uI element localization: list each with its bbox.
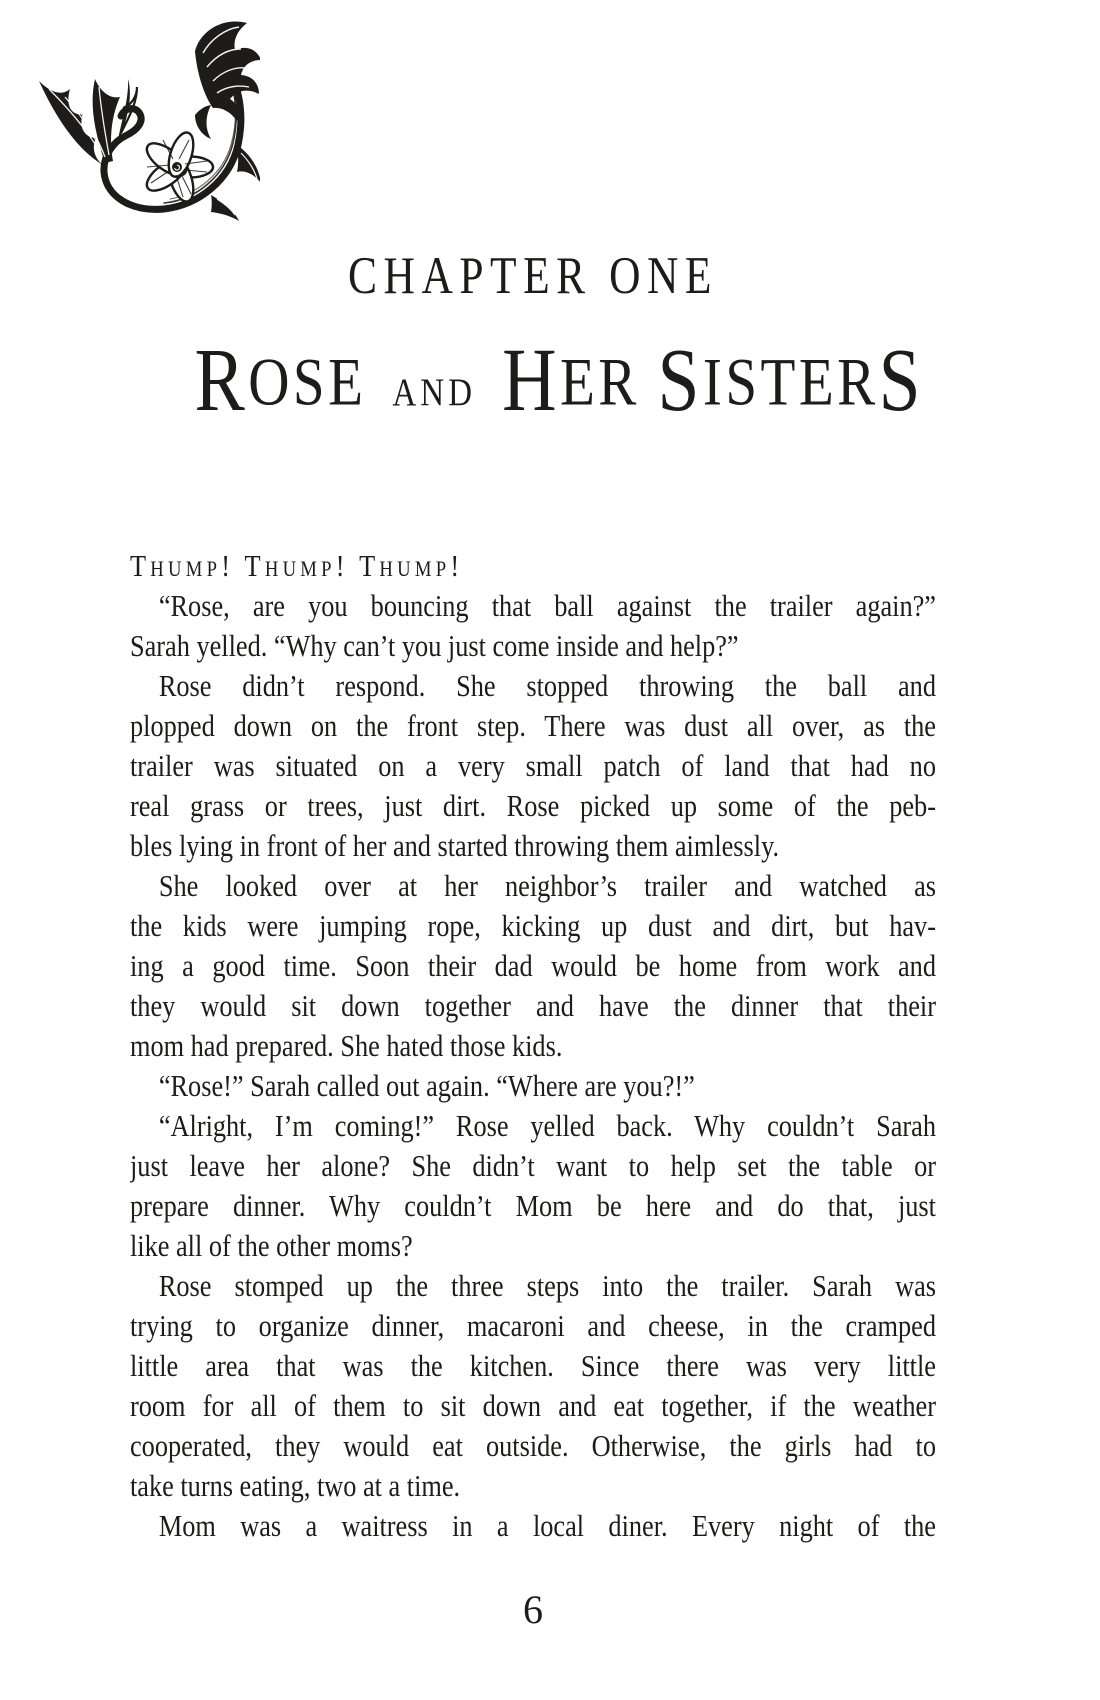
body-line: Sarah yelled. “Why can’t you just come inside and help?” <box>130 628 739 663</box>
title-swash-initial: R <box>194 331 249 430</box>
body-line: they would sit down together and have the dinner that their <box>130 988 936 1023</box>
body-line: just leave her alone? She didn’t want to help set the table or <box>130 1148 936 1183</box>
body-line-lead-in: Thump! Thump! Thump! <box>130 548 464 583</box>
chapter-label: CHAPTER ONE <box>348 247 718 305</box>
body-line: trying to organize dinner, macaroni and cheese, in the cramped <box>130 1308 936 1343</box>
body-line: She looked over at her neighbor’s trailer and watched as <box>158 868 936 903</box>
body-line: trailer was situated on a very small patch of land that had no <box>130 748 936 783</box>
title-swash-initial: S <box>657 331 703 430</box>
body-line: “Rose!” Sarah called out again. “Where are you?!” <box>158 1068 695 1103</box>
body-text <box>130 546 936 1546</box>
title-conjunction: AND <box>392 369 477 414</box>
body-line: little area that was the kitchen. Since there was very little <box>130 1348 936 1383</box>
body-line: prepare dinner. Why couldn’t Mom be here and do that, just <box>130 1188 936 1223</box>
body-line: Mom was a waitress in a local diner. Every night of the <box>158 1508 936 1543</box>
body-line: room for all of them to sit down and eat together, if the weather <box>130 1388 936 1423</box>
title-text: ISTER <box>702 343 879 420</box>
page-number: 6 <box>523 1587 543 1632</box>
body-line: Rose stomped up the three steps into the trailer. Sarah was <box>158 1268 936 1303</box>
title-text: ER <box>559 343 640 420</box>
body-line: “Rose, are you bouncing that ball against the trailer again?” <box>158 588 936 623</box>
body-line: mom had prepared. She hated those kids. <box>130 1028 563 1063</box>
body-line: the kids were jumping rope, kicking up dust and dirt, but hav- <box>130 908 936 943</box>
chapter-title <box>194 331 925 437</box>
body-line: “Alright, I’m coming!” Rose yelled back. Why couldn’t Sarah <box>158 1108 936 1143</box>
body-line: cooperated, they would eat outside. Otherwise, the girls had to <box>130 1428 936 1463</box>
title-text: OSE <box>248 343 367 420</box>
body-line: Rose didn’t respond. She stopped throwing the ball and <box>158 668 936 703</box>
floral-flourish-icon <box>25 12 260 224</box>
title-swash-initial: H <box>502 331 560 430</box>
body-line: real grass or trees, just dirt. Rose picked up some of the peb- <box>130 788 936 823</box>
body-line: bles lying in front of her and started throwing them aimlessly. <box>130 828 780 863</box>
body-line: like all of the other moms? <box>130 1228 413 1263</box>
title-swash-final: S <box>878 331 925 430</box>
body-line: plopped down on the front step. There was dust all over, as the <box>130 708 936 743</box>
body-line: ing a good time. Soon their dad would be home from work and <box>130 948 936 983</box>
body-line: take turns eating, two at a time. <box>130 1468 461 1503</box>
